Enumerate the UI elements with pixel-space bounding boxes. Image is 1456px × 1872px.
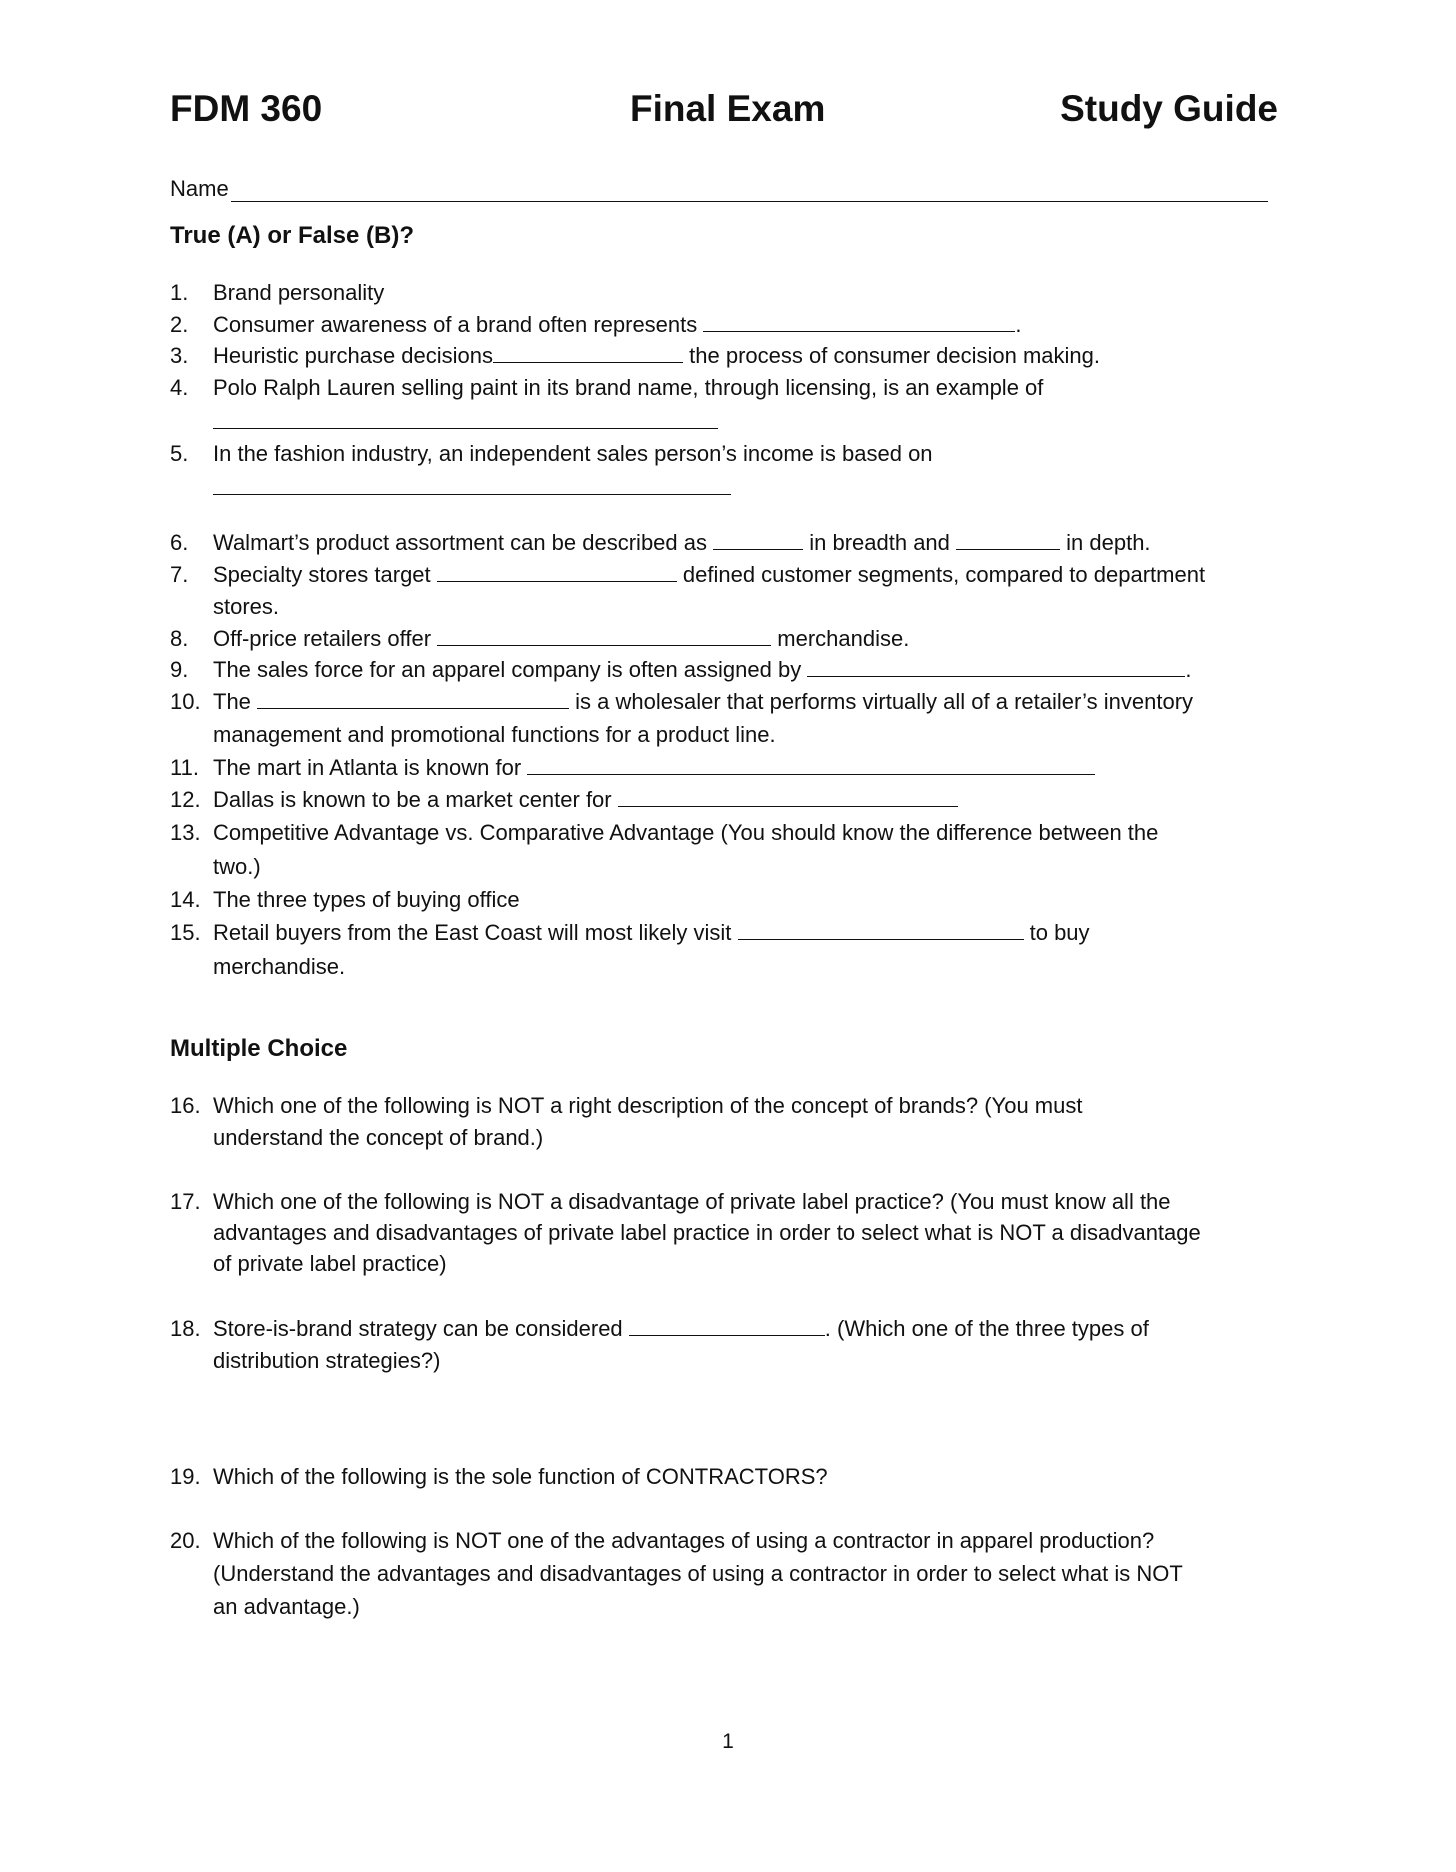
answer-line — [213, 406, 718, 438]
question-text-part: Walmart’s product assortment can be described as — [213, 530, 714, 555]
question-number: 20. — [170, 1528, 201, 1553]
question-number: 5. — [170, 441, 189, 466]
answer-blank[interactable] — [493, 342, 683, 363]
question-text-continued: distribution strategies?) — [213, 1348, 441, 1373]
question-number: 3. — [170, 343, 189, 368]
question-text-part: Store-is-brand strategy can be considered — [213, 1316, 629, 1341]
question-text: Brand personality — [213, 280, 385, 305]
question-text — [213, 654, 1191, 686]
question-text-part: in breadth and — [803, 530, 957, 555]
question-text — [213, 784, 958, 816]
question-text — [213, 309, 1022, 341]
question-text — [213, 752, 1095, 784]
question-number: 11. — [170, 755, 199, 780]
question-text — [213, 527, 1151, 559]
question-text-continued: advantages and disadvantages of private label practice in order to select what is NOT a disadvantage — [213, 1220, 1201, 1245]
question-text-part: Specialty stores target — [213, 562, 437, 587]
question-number: 18. — [170, 1316, 201, 1341]
question-text — [213, 623, 909, 655]
answer-blank[interactable] — [956, 529, 1060, 550]
question-text-part: The sales force for an apparel company is often assigned by — [213, 657, 808, 682]
question-text — [213, 559, 1205, 591]
name-label: Name — [170, 176, 229, 201]
question-number: 6. — [170, 530, 189, 555]
question-text — [213, 340, 1100, 372]
question-text-continued: (Understand the advantages and disadvantages of using a contractor in order to select what is NOT — [213, 1561, 1183, 1586]
question-text-part: . — [1185, 657, 1192, 682]
question-text-part: is a wholesaler that performs virtually all of a retailer’s inventory — [569, 689, 1194, 714]
question-number: 14. — [170, 887, 201, 912]
question-number: 1. — [170, 280, 189, 305]
answer-line — [213, 472, 731, 504]
question-text-part: The — [213, 689, 258, 714]
page-number: 1 — [722, 1730, 734, 1753]
exam-title: Final Exam — [630, 88, 826, 129]
question-text-part: Heuristic purchase decisions — [213, 343, 494, 368]
question-text-part: . — [1015, 312, 1022, 337]
question-text-part: in depth. — [1060, 530, 1151, 555]
question-text-part: . (Which one of the three types of — [824, 1316, 1149, 1341]
course-code: FDM 360 — [170, 88, 323, 129]
answer-blank[interactable] — [703, 311, 1015, 332]
question-number: 12. — [170, 787, 201, 812]
question-text-continued: of private label practice) — [213, 1251, 447, 1276]
question-text: In the fashion industry, an independent sales person’s income is based on — [213, 441, 933, 466]
question-text-part: The mart in Atlanta is known for — [213, 755, 528, 780]
name-blank-line[interactable] — [231, 181, 1268, 202]
question-number: 19. — [170, 1464, 201, 1489]
question-text: Which one of the following is NOT a disadvantage of private label practice? (You must know all the — [213, 1189, 1171, 1214]
document-header — [170, 88, 1278, 136]
answer-blank[interactable] — [618, 786, 958, 807]
question-text-part: Consumer awareness of a brand often represents — [213, 312, 704, 337]
question-text: Which of the following is NOT one of the advantages of using a contractor in apparel production? — [213, 1528, 1155, 1553]
question-text-part: Dallas is known to be a market center for — [213, 787, 618, 812]
question-text-continued: management and promotional functions for a product line. — [213, 722, 776, 747]
question-number: 4. — [170, 375, 189, 400]
question-number: 15. — [170, 920, 201, 945]
answer-blank[interactable] — [257, 688, 569, 709]
question-text-continued: understand the concept of brand.) — [213, 1125, 544, 1150]
answer-blank[interactable] — [629, 1315, 825, 1336]
answer-blank[interactable] — [437, 625, 771, 646]
answer-blank[interactable] — [807, 656, 1185, 677]
question-text: The three types of buying office — [213, 887, 520, 912]
question-text — [213, 917, 1090, 949]
question-number: 16. — [170, 1093, 201, 1118]
question-text-continued: stores. — [213, 594, 280, 619]
question-text-continued: two.) — [213, 854, 261, 879]
question-text: Which of the following is the sole function of CONTRACTORS? — [213, 1464, 828, 1489]
question-text: Polo Ralph Lauren selling paint in its brand name, through licensing, is an example of — [213, 375, 1044, 400]
question-text-continued: merchandise. — [213, 954, 346, 979]
name-field[interactable] — [170, 176, 1268, 202]
section-true-false: True (A) or False (B)? — [170, 222, 415, 249]
question-number: 9. — [170, 657, 189, 682]
answer-blank[interactable] — [213, 474, 731, 495]
answer-blank[interactable] — [713, 529, 803, 550]
answer-blank[interactable] — [437, 561, 677, 582]
question-text — [213, 1313, 1149, 1345]
question-number: 17. — [170, 1189, 201, 1214]
answer-blank[interactable] — [738, 919, 1024, 940]
question-text-part: Off-price retailers offer — [213, 626, 438, 651]
question-text — [213, 686, 1193, 718]
section-multiple-choice: Multiple Choice — [170, 1035, 348, 1062]
question-text-part: the process of consumer decision making. — [683, 343, 1101, 368]
question-number: 8. — [170, 626, 189, 651]
question-text-part: merchandise. — [771, 626, 910, 651]
answer-blank[interactable] — [213, 408, 718, 429]
answer-blank[interactable] — [527, 754, 1095, 775]
question-number: 13. — [170, 820, 201, 845]
question-number: 7. — [170, 562, 189, 587]
question-text-continued: an advantage.) — [213, 1594, 360, 1619]
question-text: Which one of the following is NOT a right description of the concept of brands? (You must — [213, 1093, 1083, 1118]
question-number: 10. — [170, 689, 201, 714]
question-number: 2. — [170, 312, 189, 337]
question-text-part: defined customer segments, compared to department — [676, 562, 1206, 587]
question-text-part: to buy — [1023, 920, 1090, 945]
question-text: Competitive Advantage vs. Comparative Advantage (You should know the difference between the — [213, 820, 1159, 845]
question-text-part: Retail buyers from the East Coast will most likely visit — [213, 920, 738, 945]
guide-title: Study Guide — [1060, 88, 1278, 129]
